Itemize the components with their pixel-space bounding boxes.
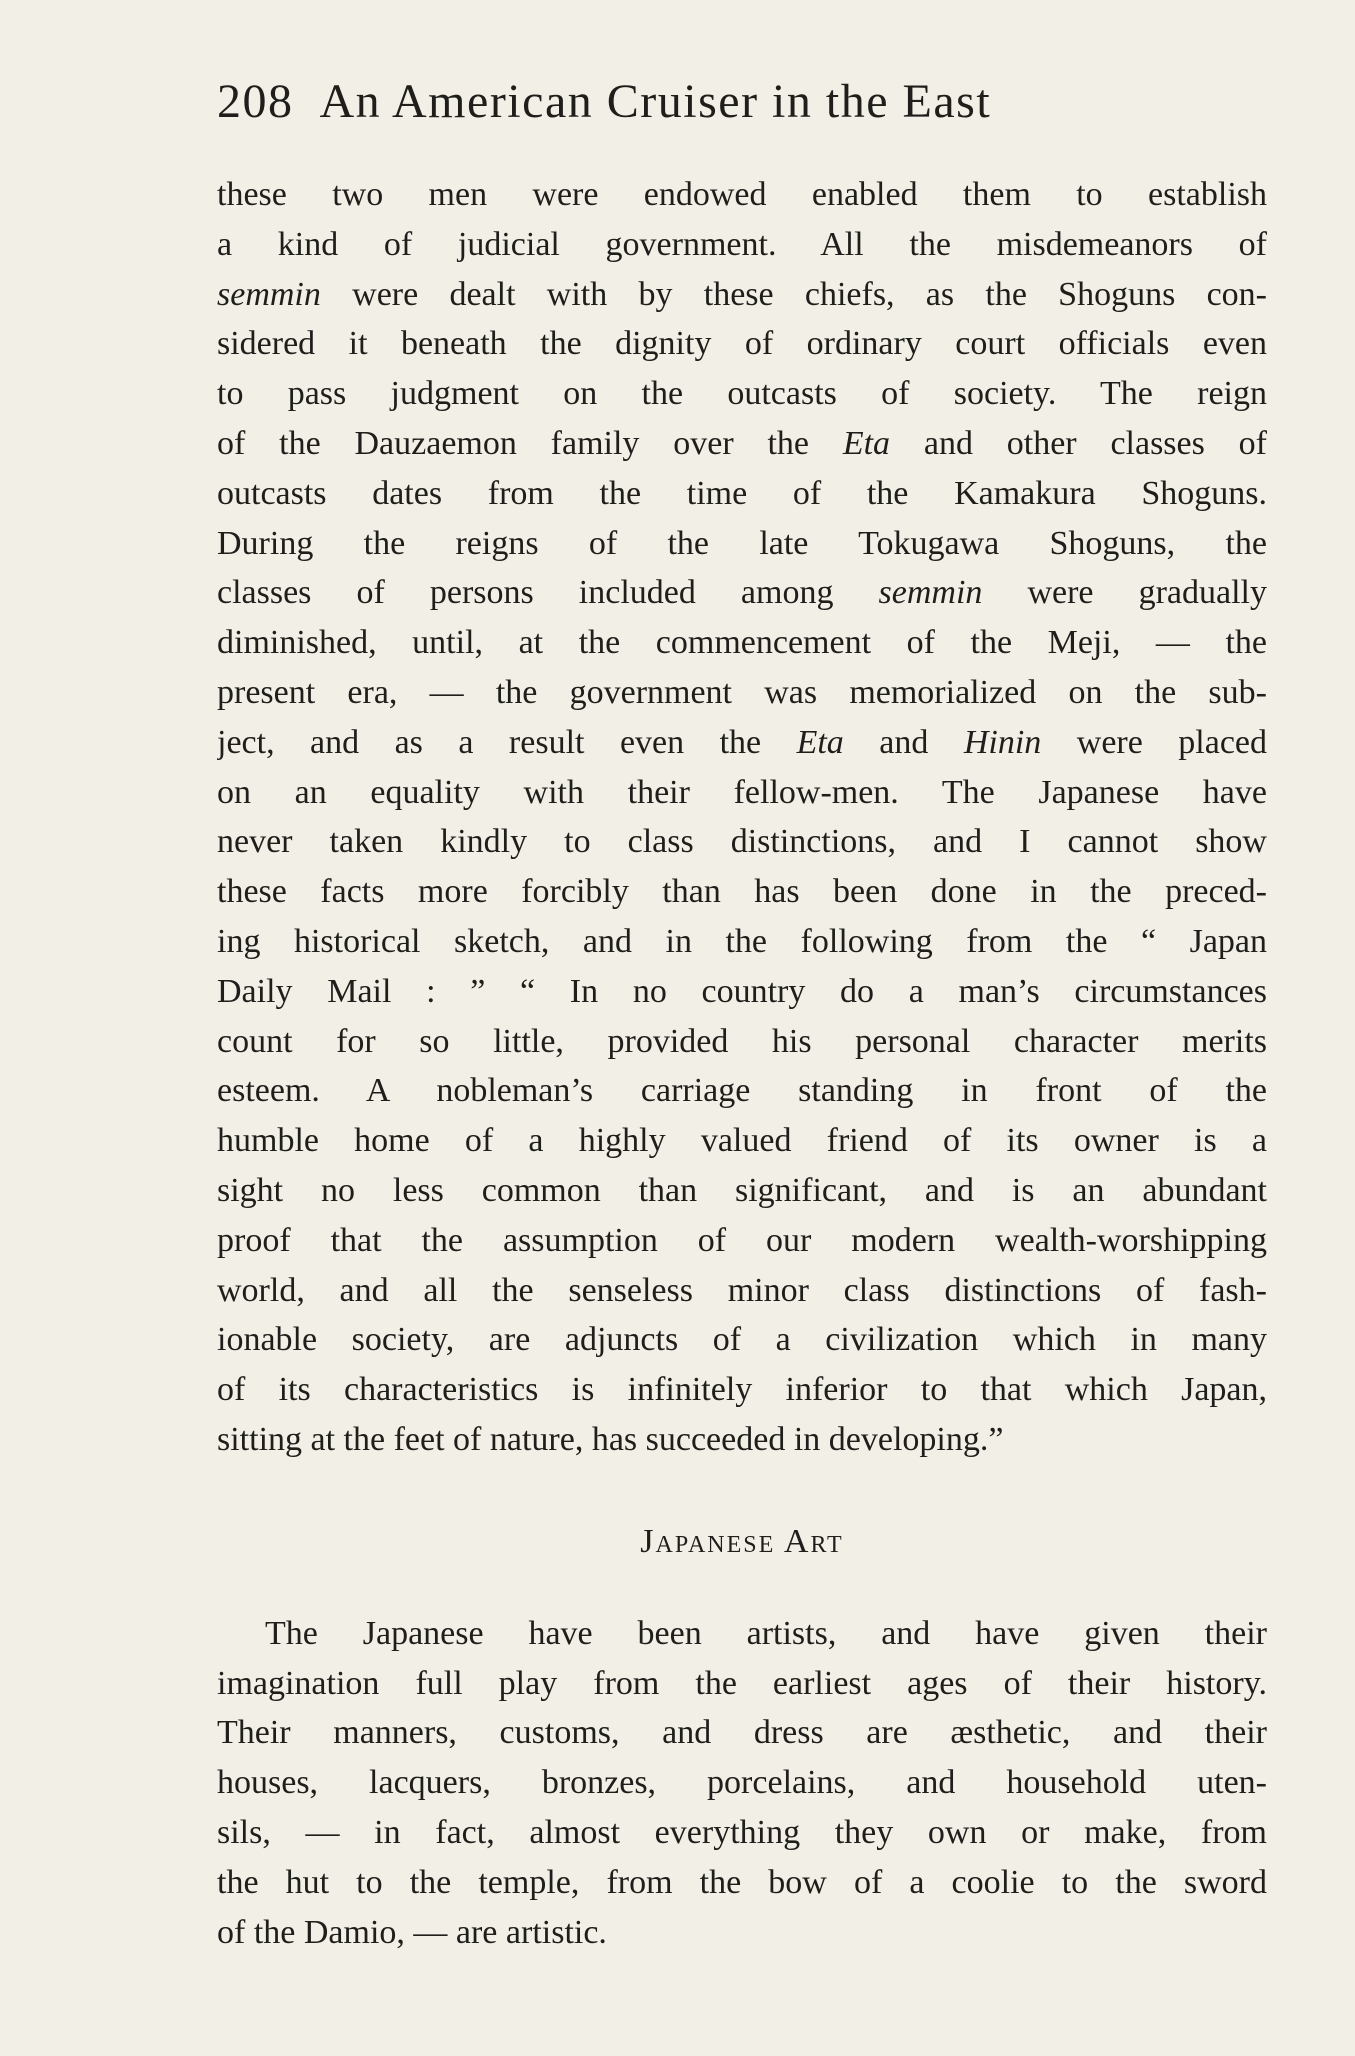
text-line <box>217 1216 1267 1266</box>
text-span: of its characteristics is infinitely inferior to that which Japan, <box>217 1371 1267 1409</box>
text-line <box>217 519 1267 569</box>
text-span: ject, and as a result even the <box>217 723 797 761</box>
text-line <box>217 1808 1267 1858</box>
text-line <box>217 369 1267 419</box>
text-span: count for so little, provided his personal character merits <box>217 1022 1267 1060</box>
text-span: humble home of a highly valued friend of its owner is a <box>217 1122 1267 1160</box>
text-span: on an equality with their fellow-men. The Japanese have <box>217 773 1267 811</box>
text-span: these facts more forcibly than has been done in the preced- <box>217 873 1267 911</box>
text-span: sils, — in fact, almost everything they own or make, from <box>217 1813 1267 1851</box>
text-line <box>217 1365 1267 1415</box>
text-line <box>217 1758 1267 1808</box>
text-line <box>217 1858 1267 1908</box>
text-span: were placed <box>1041 723 1267 761</box>
text-span: outcasts dates from the time of the Kamakura Shoguns. <box>217 474 1267 512</box>
text-span: were dealt with by these chiefs, as the Shoguns con- <box>320 275 1267 313</box>
text-line <box>217 1908 1267 1958</box>
text-span: Daily Mail : ” “ In no country do a man’s circumstances <box>217 972 1267 1010</box>
text-line <box>217 270 1267 320</box>
text-line <box>217 768 1267 818</box>
page-body <box>217 170 1267 1957</box>
text-line <box>217 1166 1267 1216</box>
paragraph-japanese-art <box>217 1609 1267 1958</box>
text-span: The Japanese have been artists, and have given their <box>265 1614 1267 1652</box>
text-span: houses, lacquers, bronzes, porcelains, and household uten- <box>217 1764 1267 1802</box>
text-span: sidered it beneath the dignity of ordinary court officials even <box>217 325 1267 363</box>
text-line <box>217 1415 1267 1465</box>
text-line <box>217 867 1267 917</box>
running-title: An American Cruiser in the East <box>319 75 992 128</box>
text-line <box>217 917 1267 967</box>
text-line <box>217 568 1267 618</box>
text-line <box>217 1659 1267 1709</box>
text-line <box>217 1266 1267 1316</box>
text-span: never taken kindly to class distinctions, and I cannot show <box>217 823 1267 861</box>
text-span: sitting at the feet of nature, has succeeded in developing.” <box>217 1420 1004 1458</box>
running-header <box>217 74 1177 129</box>
text-span: ionable society, are adjuncts of a civilization which in many <box>217 1321 1267 1359</box>
text-line <box>217 1609 1267 1659</box>
paragraph-caste-history <box>217 170 1267 1465</box>
text-span: to pass judgment on the outcasts of society. The reign <box>217 375 1267 413</box>
text-span: esteem. A nobleman’s carriage standing in front of the <box>217 1072 1267 1110</box>
text-span: sight no less common than significant, and is an abundant <box>217 1171 1267 1209</box>
text-span: the hut to the temple, from the bow of a coolie to the sword <box>217 1863 1267 1901</box>
text-span: of the Dauzaemon family over the <box>217 424 843 462</box>
text-line <box>217 1017 1267 1067</box>
text-span: were gradually <box>982 574 1267 612</box>
text-line <box>217 618 1267 668</box>
page-number: 208 <box>217 75 294 128</box>
text-span: a kind of judicial government. All the misdemeanors of <box>217 225 1267 263</box>
text-line <box>217 817 1267 867</box>
text-span: world, and all the senseless minor class distinctions of fash- <box>217 1271 1267 1309</box>
text-span: of the Damio, — are artistic. <box>217 1913 607 1951</box>
text-span: these two men were endowed enabled them to establish <box>217 176 1267 213</box>
text-line <box>217 1066 1267 1116</box>
text-line <box>217 1116 1267 1166</box>
section-heading: Japanese Art <box>640 1522 844 1560</box>
text-line <box>217 419 1267 469</box>
text-line <box>217 967 1267 1017</box>
text-span: During the reigns of the late Tokugawa Shoguns, the <box>217 524 1267 562</box>
text-span: and other classes of <box>890 424 1267 462</box>
text-span: Their manners, customs, and dress are æsthetic, and their <box>217 1714 1267 1752</box>
text-span: present era, — the government was memorialized on the sub- <box>217 673 1267 711</box>
text-line <box>217 718 1267 768</box>
italic-term: Hinin <box>963 723 1042 761</box>
text-line <box>217 668 1267 718</box>
text-span: ing historical sketch, and in the following from the “ Japan <box>217 922 1267 960</box>
text-line <box>217 469 1267 519</box>
text-span: proof that the assumption of our modern wealth-worshipping <box>217 1221 1267 1259</box>
italic-term: Eta <box>842 424 891 462</box>
text-line <box>217 220 1267 270</box>
text-span: diminished, until, at the commencement of the Meji, — the <box>217 624 1267 662</box>
text-line <box>217 1315 1267 1365</box>
text-span: classes of persons included among <box>217 574 879 612</box>
italic-term: Eta <box>796 723 844 761</box>
text-span: imagination full play from the earliest ages of their history. <box>217 1664 1267 1702</box>
italic-term: semmin <box>217 275 321 313</box>
italic-term: semmin <box>878 574 983 612</box>
text-line <box>217 1708 1267 1758</box>
text-line <box>217 319 1267 369</box>
text-line <box>217 170 1267 220</box>
text-span: and <box>843 723 964 761</box>
